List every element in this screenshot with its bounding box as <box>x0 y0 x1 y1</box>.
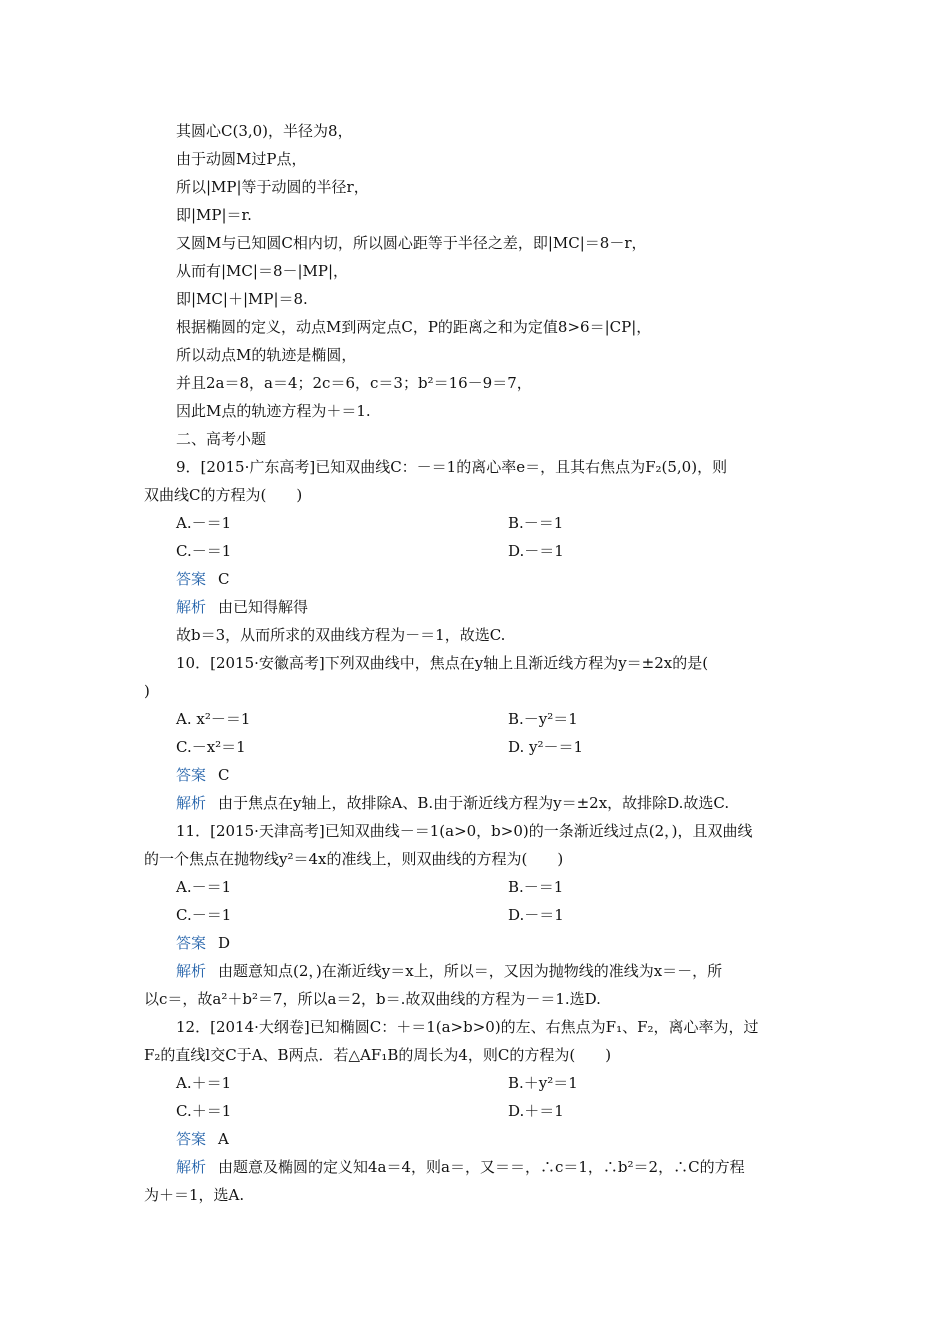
text-line: 其圆心C(3,0)，半径为8， <box>176 122 353 140</box>
question-11-line-2: 的一个焦点在抛物线y²＝4x的准线上，则双曲线的方程为( ) <box>144 850 564 868</box>
question-10-line-1: 10．[2015·安徽高考]下列双曲线中，焦点在y轴上且渐近线方程为y＝±2x的是( <box>176 654 709 672</box>
option-d: D. y²－＝1 <box>508 738 584 756</box>
text-line: 即|MP|＝r. <box>176 206 252 224</box>
question-12-line-1: 12．[2014·大纲卷]已知椭圆C：＋＝1(a>b>0)的左、右焦点为F₁、F₂，离心率为，过 <box>176 1018 759 1036</box>
text-line: 根据椭圆的定义，动点M到两定点C，P的距离之和为定值8>6＝|CP|， <box>176 318 652 336</box>
option-b: B.－y²＝1 <box>508 710 578 728</box>
question-9-line-1: 9．[2015·广东高考]已知双曲线C：－＝1的离心率e＝，且其右焦点为F₂(5,0)，则 <box>176 458 728 476</box>
answer-label: 答案 <box>176 1130 207 1148</box>
option-b: B.－＝1 <box>508 878 564 896</box>
option-c: C.－x²＝1 <box>176 738 246 756</box>
question-11-line-1: 11．[2015·天津高考]已知双曲线－＝1(a>0，b>0)的一条渐近线过点(2，)，且双曲线 <box>176 822 753 840</box>
text-line: 所以|MP|等于动圆的半径r， <box>176 178 369 196</box>
analysis-text: 由题意及椭圆的定义知4a＝4，则a＝，又＝＝，∴c＝1，∴b²＝2，∴C的方程 <box>218 1158 745 1176</box>
answer-row <box>176 933 230 953</box>
text-line: 所以动点M的轨迹是椭圆， <box>176 346 357 364</box>
answer-label: 答案 <box>176 766 207 784</box>
answer-value: C <box>218 766 230 784</box>
option-d: D.－＝1 <box>508 906 564 924</box>
answer-row <box>176 765 230 785</box>
question-9-line-2: 双曲线C的方程为( ) <box>144 486 303 504</box>
option-d: D.－＝1 <box>508 542 564 560</box>
question-12-line-2: F₂的直线l交C于A、B两点．若△AF₁B的周长为4，则C的方程为( ) <box>144 1046 612 1064</box>
option-a: A. x²－＝1 <box>176 710 251 728</box>
analysis-text: 由已知得解得 <box>218 598 309 616</box>
analysis-text: 由于焦点在y轴上，故排除A、B.由于渐近线方程为y＝±2x，故排除D.故选C. <box>218 794 730 812</box>
option-d: D.＋＝1 <box>508 1102 564 1120</box>
text-line: 并且2a＝8，a＝4；2c＝6，c＝3；b²＝16－9＝7， <box>176 374 532 392</box>
text-line: 以c＝，故a²＋b²＝7，所以a＝2，b＝.故双曲线的方程为－＝1.选D. <box>144 990 601 1008</box>
section-heading: 二、高考小题 <box>176 430 267 448</box>
option-a: A.－＝1 <box>176 514 232 532</box>
analysis-label: 解析 <box>176 598 207 616</box>
option-a: A.－＝1 <box>176 878 232 896</box>
text-line: 因此M点的轨迹方程为＋＝1. <box>176 402 371 420</box>
answer-label: 答案 <box>176 934 207 952</box>
analysis-row <box>176 961 722 981</box>
analysis-row <box>176 1157 745 1177</box>
text-line: 由于动圆M过P点， <box>176 150 307 168</box>
analysis-label: 解析 <box>176 794 207 812</box>
answer-row <box>176 569 230 589</box>
option-c: C.＋＝1 <box>176 1102 232 1120</box>
text-line: 为＋＝1，选A. <box>144 1186 245 1204</box>
option-a: A.＋＝1 <box>176 1074 232 1092</box>
analysis-row <box>176 793 729 813</box>
text-line: 从而有|MC|＝8－|MP|， <box>176 262 349 280</box>
text-line: 即|MC|＋|MP|＝8. <box>176 290 308 308</box>
text-line: 又圆M与已知圆C相内切，所以圆心距等于半径之差，即|MC|＝8－r， <box>176 234 647 252</box>
question-10-line-2: ) <box>144 682 150 700</box>
analysis-text: 由题意知点(2，)在渐近线y＝x上，所以＝，又因为抛物线的准线为x＝－，所 <box>218 962 723 980</box>
text-line: 故b＝3，从而所求的双曲线方程为－＝1，故选C. <box>176 626 506 644</box>
option-b: B.－＝1 <box>508 514 564 532</box>
analysis-label: 解析 <box>176 962 207 980</box>
option-c: C.－＝1 <box>176 542 232 560</box>
option-b: B.＋y²＝1 <box>508 1074 578 1092</box>
answer-value: C <box>218 570 230 588</box>
analysis-row <box>176 597 308 617</box>
answer-label: 答案 <box>176 570 207 588</box>
answer-value: D <box>218 934 231 952</box>
answer-value: A <box>218 1130 229 1148</box>
answer-row <box>176 1129 229 1149</box>
option-c: C.－＝1 <box>176 906 232 924</box>
analysis-label: 解析 <box>176 1158 207 1176</box>
